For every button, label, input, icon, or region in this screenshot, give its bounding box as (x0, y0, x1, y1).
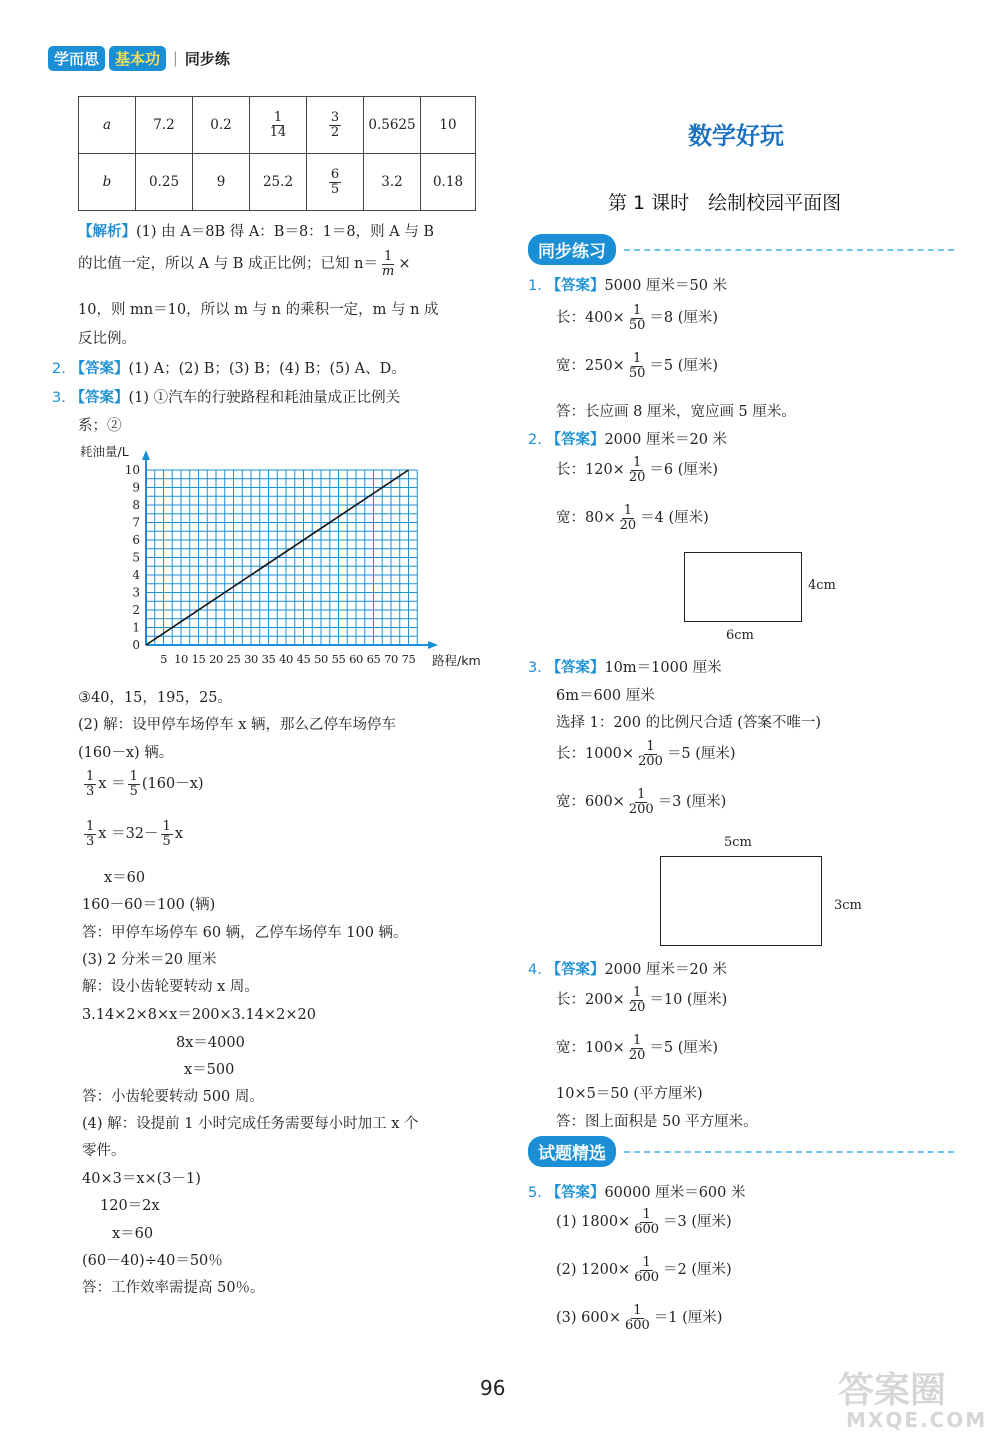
q-num: 3. (528, 660, 542, 676)
section-pill: 同步练习 (528, 234, 616, 265)
frac-num: 1 (273, 109, 283, 125)
frac-den: 2 (330, 124, 340, 140)
calc-text: ＝1 (厘米) (653, 1310, 723, 1327)
fraction (627, 456, 648, 484)
frac-num: 1 (632, 303, 642, 318)
frac-den: 14 (269, 124, 287, 140)
r2-answer (528, 428, 727, 449)
q-num: 3. (52, 390, 66, 406)
table-cell (250, 97, 307, 154)
table-cell: 25.2 (250, 154, 307, 211)
x-tick-label: 40 (279, 652, 293, 666)
table-row-b (79, 154, 476, 211)
table-cell (307, 154, 364, 211)
q3-answer-cont: 系；② (78, 418, 122, 434)
calc-text: 宽：100× (556, 1040, 625, 1057)
frac-den: 20 (628, 999, 646, 1015)
answer-text: 10m＝1000 厘米 (604, 660, 722, 676)
x-tick-label: 30 (244, 652, 258, 666)
fraction (128, 770, 140, 798)
fraction (161, 820, 173, 848)
calc-text: ＝5 (厘米) (649, 358, 719, 375)
r4-answer (528, 958, 727, 979)
y-tick-label: 7 (132, 515, 140, 530)
q3-answer (52, 386, 400, 407)
calc-text: 长：200× (556, 992, 625, 1009)
frac-num: 1 (632, 351, 642, 366)
brand-tongbulian: 同步练 (184, 50, 230, 68)
q-num: 5. (528, 1185, 542, 1201)
frac-den: m (382, 263, 395, 279)
y-tick-label: 8 (132, 498, 140, 512)
analysis-text: 的比值一定，所以 A 与 B 成正比例；已知 n＝ (78, 256, 379, 273)
answer-text: 60000 厘米＝600 米 (604, 1185, 746, 1201)
equation-17: (60－40)÷40＝50％ (82, 1253, 223, 1269)
frac-num: 1 (642, 1255, 651, 1270)
frac-den: 600 (634, 1221, 660, 1237)
section-title: 数学好玩 (688, 122, 784, 150)
answer-tag: 【答案】 (70, 390, 129, 406)
x-tick-label: 45 (296, 652, 311, 666)
table-row-a (79, 97, 476, 154)
equation-14: 40×3＝x×(3－1) (82, 1171, 201, 1187)
r5-answer (528, 1181, 745, 1202)
fraction (268, 111, 289, 139)
frac-num: 1 (633, 1303, 642, 1318)
calc-text: 宽：80× (556, 510, 616, 527)
answer-tag: 【答案】 (546, 1185, 605, 1201)
equation-10: x＝500 (184, 1062, 235, 1078)
brand-xueersi: 学而思 (48, 46, 105, 71)
fraction (84, 820, 96, 848)
equation-4: 160－60＝100 (辆) (82, 897, 216, 913)
fraction (380, 250, 396, 278)
table-cell: 7.2 (136, 97, 193, 154)
calc-text: 宽：600× (556, 794, 625, 811)
frac-num: 6 (330, 166, 340, 182)
r4-conclusion: 答：图上面积是 50 平方厘米。 (556, 1114, 758, 1130)
fraction (623, 1304, 652, 1332)
brand-jibengong: 基本功 (109, 46, 166, 71)
watermark-logo: 答案圈 (838, 1370, 947, 1411)
analysis-text: (1) 由 A＝8B 得 A：B＝8：1＝8，则 A 与 B (136, 224, 435, 240)
y-axis-title: 耗油量/L (80, 444, 129, 459)
x-tick-label: 25 (226, 652, 241, 666)
analysis-line-3: 10，则 mn＝10，所以 m 与 n 的乘积一定，m 与 n 成 (78, 302, 439, 318)
calc-text: ＝8 (厘米) (649, 310, 719, 327)
r3-length (556, 740, 736, 768)
equation-11: 答：小齿轮要转动 500 周。 (82, 1089, 264, 1105)
r3-answer (528, 656, 722, 677)
lesson-title: 第 1 课时 绘制校园平面图 (608, 192, 842, 214)
frac-num: 3 (330, 109, 340, 125)
x-tick-label: 50 (314, 652, 328, 666)
r1-conclusion: 答：长应画 8 厘米，宽应画 5 厘米。 (556, 404, 796, 420)
frac-num: 1 (129, 769, 138, 784)
eq-text: (160－x) (141, 776, 204, 793)
page-number: 96 (480, 1376, 506, 1400)
y-tick-label: 1 (132, 620, 140, 635)
fuel-distance-chart (70, 440, 500, 680)
frac-den: 3 (86, 833, 95, 849)
fraction (627, 1034, 648, 1062)
fraction (329, 168, 341, 196)
calc-text: ＝5 (厘米) (666, 746, 736, 763)
eq-text: x (174, 826, 183, 843)
r2-width (556, 504, 709, 532)
calc-text: 宽：250× (556, 358, 625, 375)
equation-6: (3) 2 分米＝20 厘米 (82, 952, 217, 968)
table-cell: 3.2 (364, 154, 421, 211)
frac-den: 600 (624, 1317, 650, 1333)
r3-line-3: 选择 1：200 的比例尺合适 (答案不唯一) (556, 715, 822, 731)
fraction (618, 504, 639, 532)
calc-text: ＝5 (厘米) (649, 1040, 719, 1057)
l-answer-5: (160－x) 辆。 (78, 745, 174, 761)
equation-7: 解：设小齿轮要转动 x 周。 (82, 979, 259, 995)
answer-text: (1) ①汽车的行驶路程和耗油量成正比例关 (128, 390, 401, 406)
x-tick-label: 20 (209, 652, 223, 666)
answer-tag: 【答案】 (70, 361, 129, 377)
r2-length (556, 456, 718, 484)
frac-den: 50 (628, 365, 646, 381)
fraction (632, 1208, 661, 1236)
r1-length (556, 304, 718, 332)
r4-width (556, 1034, 718, 1062)
y-tick-label: 0 (132, 638, 140, 652)
calc-text: ＝10 (厘米) (649, 992, 728, 1009)
table-cell: 0.18 (421, 154, 476, 211)
answer-tag: 【答案】 (546, 660, 605, 676)
table-cell: 0.5625 (364, 97, 421, 154)
y-tick-label: 2 (132, 603, 140, 617)
equation-2 (82, 820, 183, 848)
equation-12: (4) 解：设提前 1 小时完成任务需要每小时加工 x 个 (82, 1116, 419, 1132)
equation-13: 零件。 (82, 1143, 126, 1159)
calc-text: ＝6 (厘米) (649, 462, 719, 479)
fraction (632, 1256, 661, 1284)
frac-den: 200 (628, 801, 654, 817)
table-cell: 9 (193, 154, 250, 211)
calc-text: 长：1000× (556, 746, 635, 763)
section-pill: 试题精选 (528, 1136, 616, 1167)
brand-separator: | (173, 50, 178, 67)
x-tick-label: 65 (366, 652, 381, 666)
q2-answer (52, 357, 406, 378)
x-tick-label: 55 (331, 652, 346, 666)
y-tick-label: 9 (132, 480, 140, 495)
l-answer-3: ③40，15，195，25。 (78, 690, 233, 706)
analysis-tag: 【解析】 (78, 224, 136, 240)
answer-text: 2000 厘米＝20 米 (604, 962, 728, 978)
eq-text: x ＝ (98, 776, 126, 793)
frac-den: 20 (628, 469, 646, 485)
q-num: 2. (528, 432, 542, 448)
header-brand (48, 46, 230, 71)
section-divider (624, 1151, 954, 1153)
r3-line-2: 6m＝600 厘米 (556, 688, 655, 704)
eq-text: x ＝32－ (98, 826, 159, 843)
equation-8: 3.14×2×8×x＝200×3.14×2×20 (82, 1007, 316, 1023)
x-tick-label: 5 (160, 652, 167, 666)
r1-answer (528, 274, 727, 295)
frac-den: 5 (162, 833, 171, 849)
analysis-line-1 (78, 220, 434, 241)
calc-text: 长：120× (556, 462, 625, 479)
frac-num: 1 (623, 503, 633, 518)
calc-text: ＝3 (厘米) (657, 794, 727, 811)
frac-den: 5 (129, 783, 138, 799)
frac-num: 1 (642, 1207, 651, 1222)
q-num: 2. (52, 361, 66, 377)
fraction (329, 111, 341, 139)
x-axis-arrow (428, 641, 438, 649)
watermark-url: MXQE.COM (846, 1408, 988, 1432)
equation-18: 答：工作效率需提高 50％。 (82, 1280, 265, 1296)
q-num: 4. (528, 962, 542, 978)
answer-text: (1) A；(2) B；(3) B；(4) B；(5) A、D。 (128, 361, 406, 377)
frac-num: 1 (646, 739, 655, 754)
calc-text: ＝2 (厘米) (663, 1262, 732, 1279)
section-header-practice (528, 234, 954, 265)
r4-area: 10×5＝50 (平方厘米) (556, 1086, 703, 1102)
x-tick-label: 60 (349, 652, 363, 666)
calc-text: (3) 600× (556, 1310, 621, 1327)
answer-tag: 【答案】 (546, 962, 605, 978)
calc-text: (1) 1800× (556, 1214, 631, 1231)
frac-den: 20 (619, 517, 637, 533)
l-answer-4: (2) 解：设甲停车场停车 x 辆，那么乙停车场停车 (78, 717, 397, 733)
r2-rectangle (684, 552, 802, 622)
frac-num: 1 (632, 985, 642, 1000)
equation-3: x＝60 (104, 870, 146, 886)
frac-num: 1 (632, 455, 642, 470)
section-header-selected (528, 1136, 954, 1167)
frac-num: 1 (86, 769, 95, 784)
answer-tag: 【答案】 (546, 278, 605, 294)
calc-text: 长：400× (556, 310, 625, 327)
table-cell: 0.25 (136, 154, 193, 211)
y-tick-label: 4 (132, 568, 140, 582)
analysis-line-2 (78, 250, 411, 278)
r1-width (556, 352, 718, 380)
fraction (84, 770, 96, 798)
frac-den: 600 (634, 1269, 660, 1285)
r3-width (556, 788, 726, 816)
y-tick-label: 5 (132, 550, 140, 565)
frac-num: 1 (162, 819, 171, 834)
fraction (627, 352, 648, 380)
x-tick-label: 75 (401, 652, 416, 666)
x-tick-label: 35 (261, 652, 276, 666)
section-divider (624, 249, 954, 251)
table-cell: 0.2 (193, 97, 250, 154)
frac-den: 50 (628, 317, 646, 333)
x-axis-title: 路程/km (432, 653, 481, 668)
equation-1 (82, 770, 204, 798)
frac-den: 200 (638, 753, 663, 769)
equation-15: 120＝2x (100, 1198, 160, 1214)
frac-num: 1 (384, 249, 393, 264)
fraction (627, 304, 648, 332)
fraction (627, 986, 648, 1014)
r3-height-label: 3cm (834, 898, 862, 913)
x-tick-label: 70 (384, 652, 398, 666)
fraction (636, 740, 665, 768)
y-tick-label: 6 (132, 533, 140, 547)
r3-width-label: 5cm (724, 835, 752, 850)
table-cell (307, 97, 364, 154)
r2-height-label: 4cm (808, 578, 836, 593)
analysis-text: × (398, 256, 411, 273)
frac-num: 1 (632, 1033, 642, 1048)
x-tick-label: 15 (191, 652, 206, 666)
y-axis-arrow (142, 450, 150, 460)
r4-length (556, 986, 727, 1014)
r3-rectangle (660, 856, 822, 946)
equation-9: 8x＝4000 (176, 1035, 245, 1051)
calc-text: (2) 1200× (556, 1262, 631, 1279)
answer-tag: 【答案】 (546, 432, 605, 448)
table-cell: 10 (421, 97, 476, 154)
y-tick-label: 10 (124, 463, 140, 477)
calc-text: ＝4 (厘米) (640, 510, 709, 527)
frac-num: 1 (86, 819, 95, 834)
frac-den: 5 (330, 181, 340, 197)
frac-den: 20 (628, 1047, 646, 1063)
ab-table (78, 96, 476, 211)
r5-part3 (556, 1304, 722, 1332)
calc-text: ＝3 (厘米) (663, 1214, 732, 1231)
table-cell: b (79, 154, 136, 211)
r2-width-label: 6cm (726, 628, 754, 643)
x-tick-label: 10 (174, 652, 188, 666)
y-tick-label: 3 (132, 585, 140, 600)
answer-text: 2000 厘米＝20 米 (604, 432, 728, 448)
equation-16: x＝60 (112, 1226, 154, 1242)
table-cell: a (79, 97, 136, 154)
r5-part2 (556, 1256, 732, 1284)
answer-text: 5000 厘米＝50 米 (604, 278, 728, 294)
frac-den: 3 (86, 783, 95, 799)
analysis-line-4: 反比例。 (78, 331, 136, 347)
equation-5: 答：甲停车场停车 60 辆，乙停车场停车 100 辆。 (82, 925, 408, 941)
fraction (627, 788, 656, 816)
q-num: 1. (528, 278, 542, 294)
r5-part1 (556, 1208, 732, 1236)
frac-num: 1 (637, 787, 646, 802)
